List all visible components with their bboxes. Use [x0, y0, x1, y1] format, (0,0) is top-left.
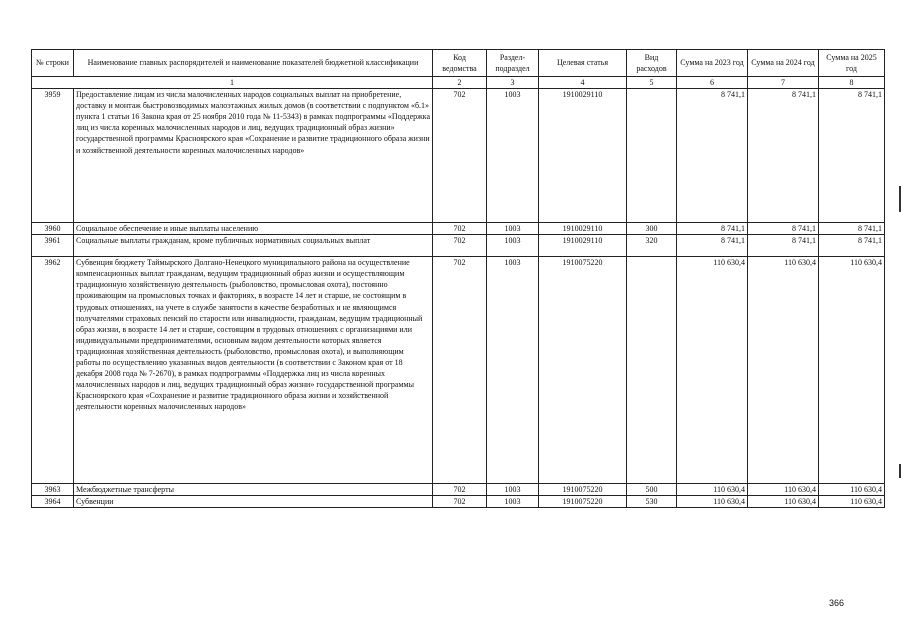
budget-table — [31, 49, 885, 508]
row-sum-2023: 110 630,4 — [677, 496, 748, 508]
row-number: 3962 — [32, 257, 74, 484]
row-dept-code: 702 — [433, 496, 487, 508]
header-section: Раздел-подраздел — [487, 50, 539, 77]
table-row — [32, 496, 885, 508]
column-number: 3 — [487, 77, 539, 89]
row-expense-type: 300 — [627, 223, 677, 235]
row-sum-2023: 8 741,1 — [677, 235, 748, 257]
row-target-item: 1910029110 — [539, 223, 627, 235]
table-row — [32, 235, 885, 257]
table-row — [32, 484, 885, 496]
row-sum-2023: 8 741,1 — [677, 89, 748, 223]
column-number: 5 — [627, 77, 677, 89]
row-dept-code: 702 — [433, 484, 487, 496]
row-sum-2025: 110 630,4 — [819, 484, 885, 496]
row-section: 1003 — [487, 235, 539, 257]
header-name: Наименование главных распорядителей и наименование показателей бюджетной классификации — [74, 50, 433, 77]
row-number: 3964 — [32, 496, 74, 508]
row-name: Субвенции — [74, 496, 433, 508]
header-target-item: Целевая статья — [539, 50, 627, 77]
row-target-item: 1910029110 — [539, 89, 627, 223]
row-expense-type — [627, 257, 677, 484]
table-row — [32, 89, 885, 223]
column-number: 6 — [677, 77, 748, 89]
row-sum-2024: 110 630,4 — [748, 257, 819, 484]
row-sum-2025: 110 630,4 — [819, 496, 885, 508]
header-sum-2024: Сумма на 2024 год — [748, 50, 819, 77]
header-expense-type: Вид расходов — [627, 50, 677, 77]
page-number: 366 — [829, 598, 845, 608]
column-number: 4 — [539, 77, 627, 89]
row-sum-2024: 8 741,1 — [748, 89, 819, 223]
row-sum-2024: 110 630,4 — [748, 496, 819, 508]
row-section: 1003 — [487, 484, 539, 496]
row-sum-2023: 110 630,4 — [677, 484, 748, 496]
row-target-item: 1910075220 — [539, 496, 627, 508]
scan-edge-mark — [899, 186, 901, 212]
row-dept-code: 702 — [433, 223, 487, 235]
row-number: 3959 — [32, 89, 74, 223]
row-target-item: 1910029110 — [539, 235, 627, 257]
row-sum-2025: 110 630,4 — [819, 257, 885, 484]
table-row — [32, 223, 885, 235]
row-expense-type: 530 — [627, 496, 677, 508]
row-section: 1003 — [487, 223, 539, 235]
row-name: Социальное обеспечение и иные выплаты населению — [74, 223, 433, 235]
row-expense-type: 320 — [627, 235, 677, 257]
row-name: Предоставление лицам из числа малочисленных народов социальных выплат на приобретение, доставку и монтаж быстровозводимых малоэтажных жилых домов (в соответствии с подпунктом «б.1» пункта 1 статьи 16 Закона края от 25 ноября 2010 года № 11-5343) в рамках подпрограммы «Поддержка лиц из числа коренных малочисленных народов и лиц, ведущих традиционный образ жизни» государственной программы Красноярского края «Сохранение и развитие традиционного образа жизни и хозяйственной деятельности коренных малочисленных народов» — [74, 89, 433, 223]
row-sum-2025: 8 741,1 — [819, 235, 885, 257]
row-sum-2024: 8 741,1 — [748, 223, 819, 235]
row-section: 1003 — [487, 496, 539, 508]
column-number: 7 — [748, 77, 819, 89]
row-sum-2025: 8 741,1 — [819, 223, 885, 235]
header-dept-code: Код ведомства — [433, 50, 487, 77]
row-sum-2024: 110 630,4 — [748, 484, 819, 496]
row-sum-2023: 110 630,4 — [677, 257, 748, 484]
row-number: 3961 — [32, 235, 74, 257]
row-sum-2023: 8 741,1 — [677, 223, 748, 235]
row-name: Социальные выплаты гражданам, кроме публичных нормативных социальных выплат — [74, 235, 433, 257]
row-name: Межбюджетные трансферты — [74, 484, 433, 496]
header-sum-2023: Сумма на 2023 год — [677, 50, 748, 77]
table-row — [32, 257, 885, 484]
row-number: 3960 — [32, 223, 74, 235]
column-number-row — [32, 77, 885, 89]
row-expense-type — [627, 89, 677, 223]
column-number: 8 — [819, 77, 885, 89]
row-number: 3963 — [32, 484, 74, 496]
row-sum-2025: 8 741,1 — [819, 89, 885, 223]
column-number: 2 — [433, 77, 487, 89]
row-section: 1003 — [487, 89, 539, 223]
column-number: 1 — [32, 77, 433, 89]
row-expense-type: 500 — [627, 484, 677, 496]
header-sum-2025: Сумма на 2025 год — [819, 50, 885, 77]
scan-edge-mark — [899, 464, 901, 478]
row-target-item: 1910075220 — [539, 484, 627, 496]
header-row-no: № строки — [32, 50, 74, 77]
row-dept-code: 702 — [433, 89, 487, 223]
row-name: Субвенция бюджету Таймырского Долгано-Ненецкого муниципального района на осуществление компенсационных выплат гражданам, ведущим традиционный образ жизни и осуществляющим традиционную хозяйственную деятельность (рыболовство, промысловая охота), постоянно проживающим на промысловых точках и факториях, в возрасте 14 лет и старше, не состоящим в трудовых отношениях, на учете в службе занятости в качестве безработных и не являющимся получателями страховых пенсий по старости или инвалидности, гражданам, ведущим традиционный образ жизни, в возрасте 14 лет и старше, состоящим в трудовых отношениях с организациями или индивидуальными предпринимателями, основным видом деятельности которых является традиционная хозяйственная деятельность (рыболовство, промысловая охота), и выполняющим работы по осуществлению указанных видов деятельности (в соответствии с Законом края от 18 декабря 2008 года № 7-2670), в рамках подпрограммы «Поддержка лиц из числа коренных малочисленных народов и лиц, ведущих традиционный образ жизни» государственной программы Красноярского края «Сохранение и развитие традиционного образа жизни и хозяйственной деятельности коренных малочисленных народов» — [74, 257, 433, 484]
row-target-item: 1910075220 — [539, 257, 627, 484]
header-row — [32, 50, 885, 77]
row-sum-2024: 8 741,1 — [748, 235, 819, 257]
row-dept-code: 702 — [433, 235, 487, 257]
row-dept-code: 702 — [433, 257, 487, 484]
row-section: 1003 — [487, 257, 539, 484]
